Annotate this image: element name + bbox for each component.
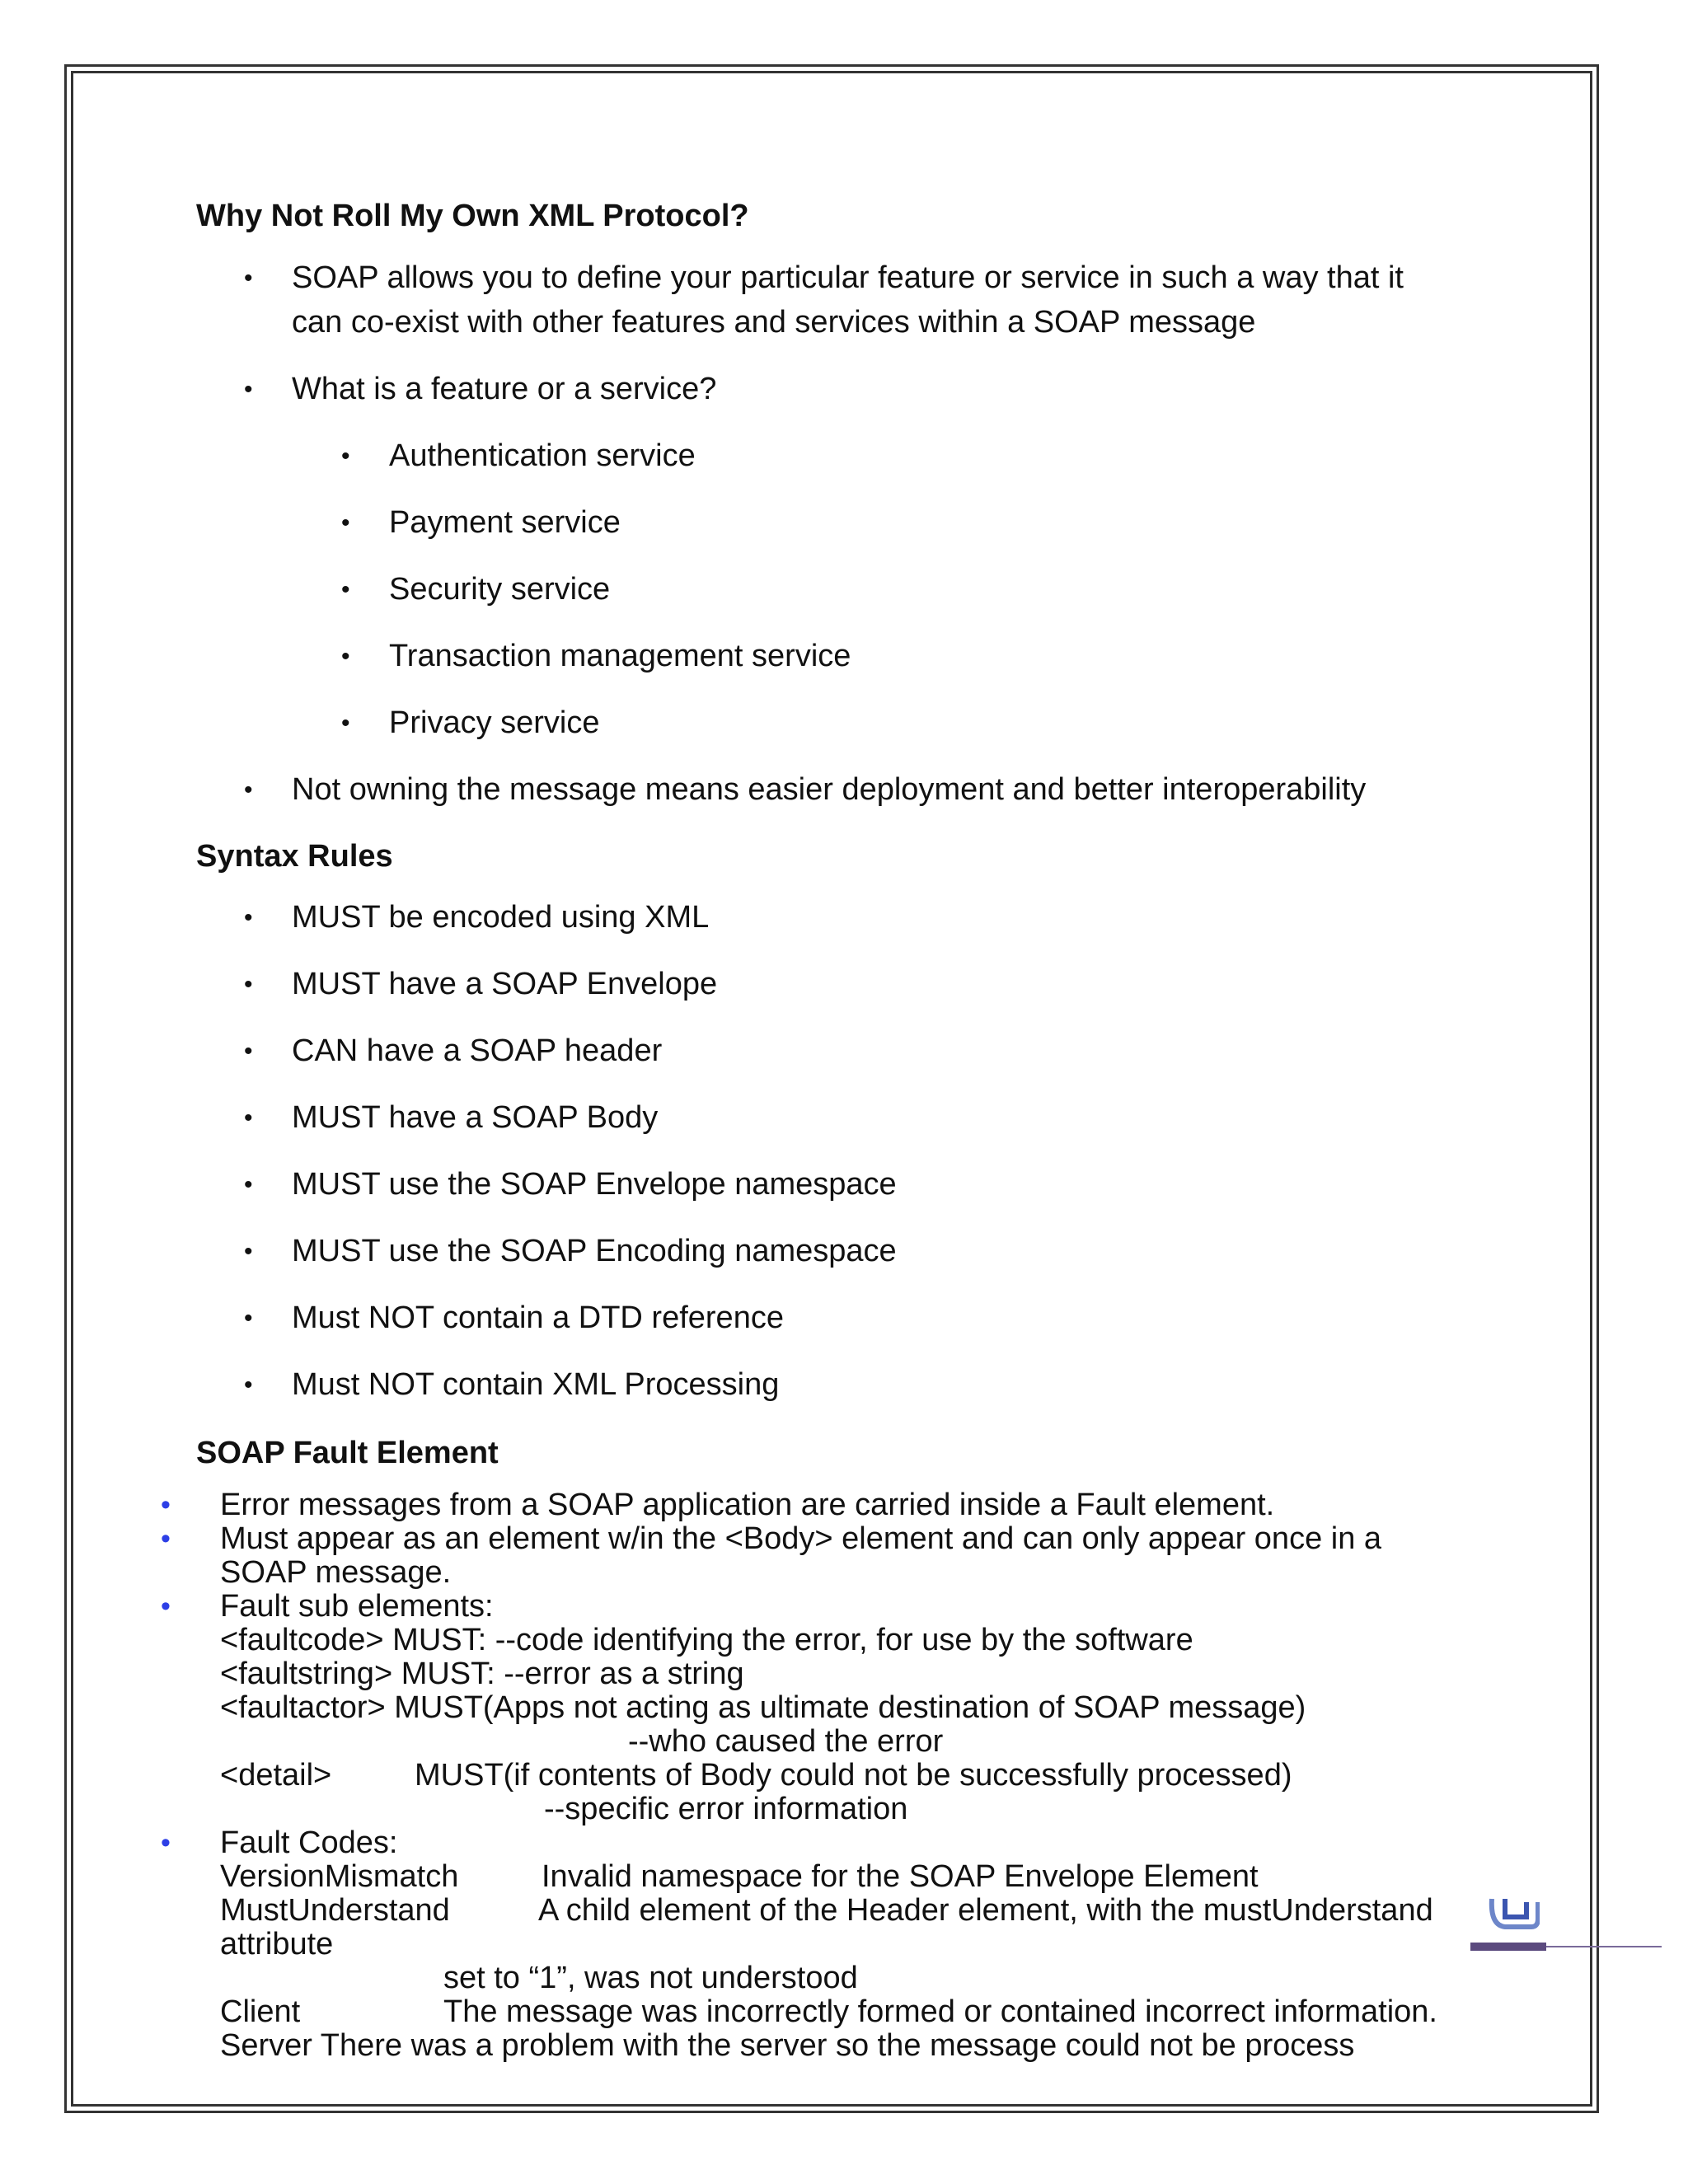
bullet-icon: • <box>341 509 350 537</box>
bullet-icon: • <box>161 1523 171 1554</box>
fault-line: --who caused the error <box>628 1724 944 1759</box>
bullet-icon: • <box>244 1171 253 1198</box>
fault-line: The message was incorrectly formed or contained incorrect information. <box>443 1994 1437 2029</box>
heading-why-not-roll: Why Not Roll My Own XML Protocol? <box>196 199 749 233</box>
fault-line: Client <box>220 1994 301 2029</box>
fault-line: set to “1”, was not understood <box>443 1961 858 1995</box>
fault-line: A child element of the Header element, with the mustUnderstand <box>538 1893 1433 1928</box>
bullet-icon: • <box>244 904 253 931</box>
fault-line: <detail> <box>220 1758 332 1793</box>
bullet-icon: • <box>341 576 350 603</box>
bullet-icon: • <box>161 1591 171 1622</box>
heading-soap-fault-element: SOAP Fault Element <box>196 1436 499 1470</box>
fault-line: MustUnderstand <box>220 1893 450 1928</box>
decorative-bar <box>1470 1943 1546 1951</box>
bullet-icon: • <box>244 1104 253 1132</box>
heading-syntax-rules: Syntax Rules <box>196 839 393 874</box>
bullet-icon: • <box>244 265 253 292</box>
bullet-icon: • <box>341 710 350 737</box>
bullet-icon: • <box>244 1238 253 1265</box>
bullet-icon: • <box>244 1371 253 1399</box>
fault-line: VersionMismatch <box>220 1859 459 1894</box>
bullet-icon: • <box>341 443 350 470</box>
bullet-icon: • <box>244 971 253 998</box>
fault-line: MUST(if contents of Body could not be successfully processed) <box>415 1758 1292 1793</box>
bullet-icon: • <box>244 1305 253 1332</box>
logo-icon <box>1489 1896 1540 1930</box>
bullet-icon: • <box>161 1827 171 1858</box>
bullet-icon: • <box>341 643 350 670</box>
fault-line: --specific error information <box>544 1792 908 1826</box>
fault-line: attribute <box>220 1927 334 1961</box>
bullet-icon: • <box>161 1489 171 1521</box>
fault-line: Server There was a problem with the server so the message could not be process <box>220 2028 1355 2063</box>
bullet-icon: • <box>244 376 253 403</box>
bullet-icon: • <box>244 776 253 804</box>
fault-line: Invalid namespace for the SOAP Envelope Element <box>542 1859 1259 1894</box>
bullet-icon: • <box>244 1038 253 1065</box>
decorative-line <box>1546 1946 1662 1947</box>
